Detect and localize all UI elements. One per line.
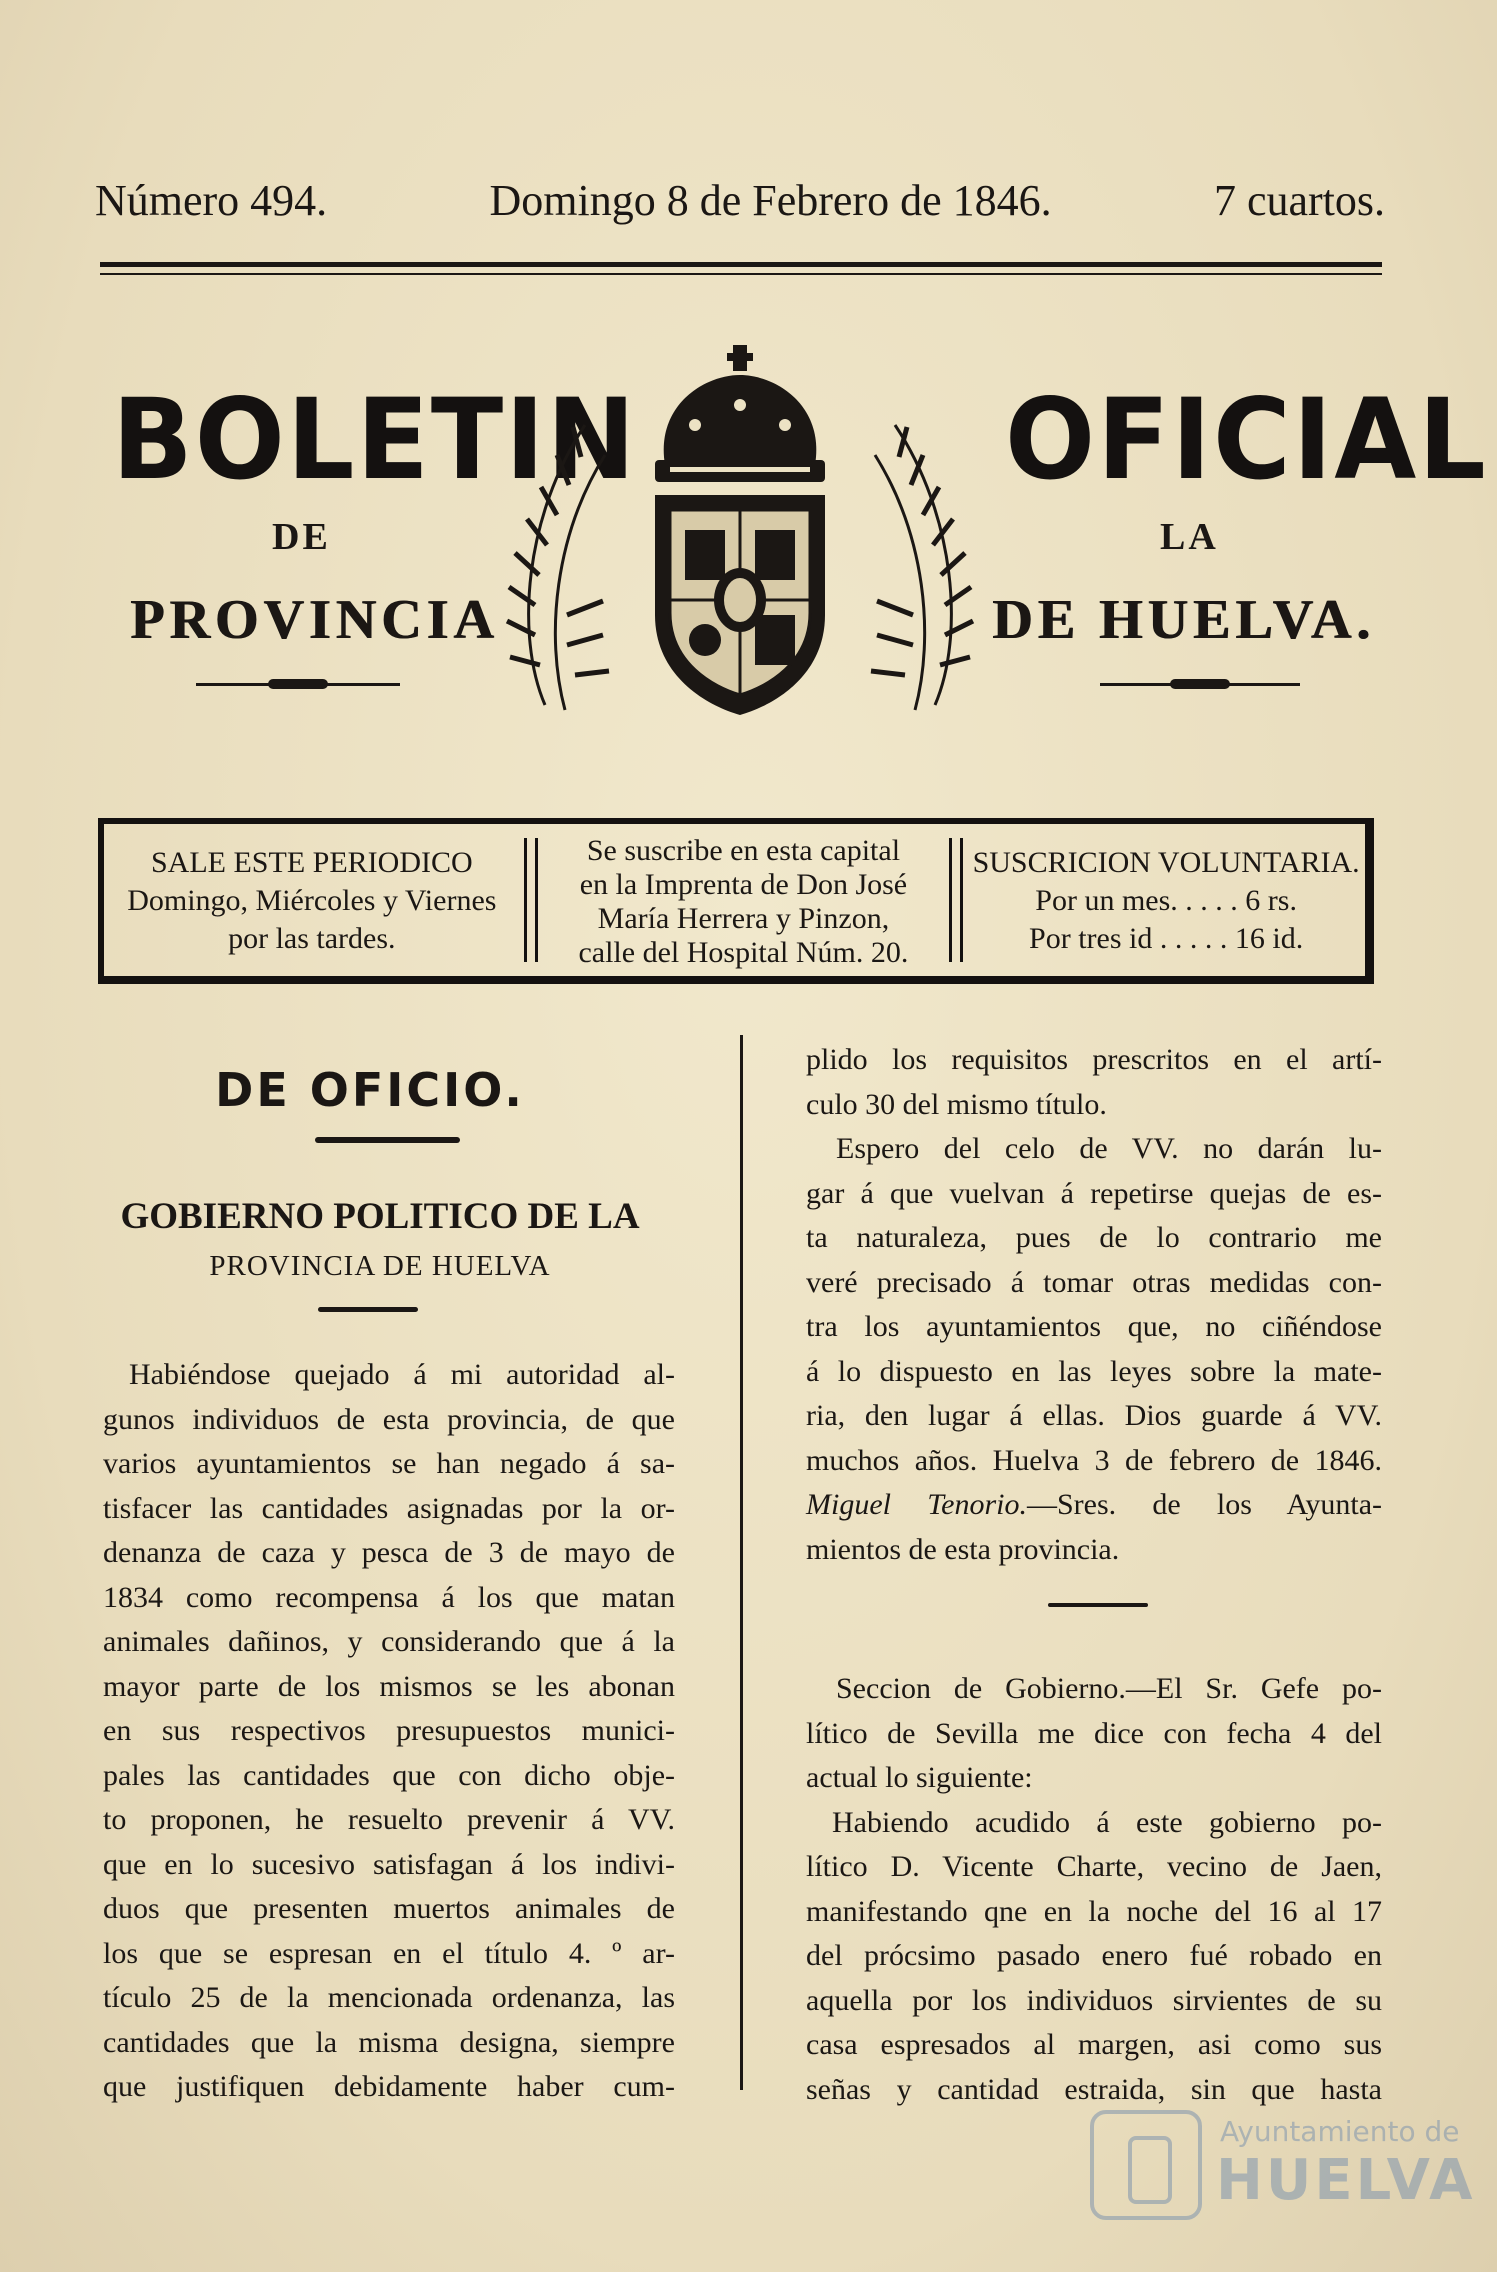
city-shield-icon bbox=[1090, 2110, 1202, 2220]
price-row-three bbox=[967, 920, 1365, 958]
article-line: los que se espresan en el título 4. º ar- bbox=[103, 1936, 675, 1970]
article-line: plido los requisitos prescritos en el artí- bbox=[806, 1043, 1382, 1076]
price-value: 16 id. bbox=[1234, 922, 1304, 955]
ornament-left bbox=[196, 683, 400, 686]
signature-line bbox=[806, 1483, 1382, 1528]
watermark-line1: Ayuntamiento de bbox=[1220, 2115, 1460, 2148]
subscribe-line: Se suscribe en esta capital bbox=[586, 834, 901, 867]
article-line: actual lo siguiente: bbox=[806, 1761, 1033, 1794]
article-line: denanza de caza y pesca de 3 de mayo de bbox=[103, 1536, 675, 1569]
watermark-line2: HUELVA bbox=[1216, 2148, 1476, 2213]
title-oficial: OFICIAL bbox=[1005, 374, 1488, 505]
article-line: lítico de Sevilla me dice con fecha 4 del bbox=[806, 1716, 1382, 1750]
subscribe-line: María Herrera y Pinzon, bbox=[597, 902, 890, 935]
article-line: tra los ayuntamientos que, no ciñéndose bbox=[806, 1310, 1382, 1343]
publication-schedule bbox=[104, 824, 520, 976]
voluntary-subscription bbox=[967, 824, 1365, 976]
box-separator bbox=[524, 838, 538, 962]
article-separator bbox=[1048, 1603, 1148, 1607]
price-row-month bbox=[967, 882, 1365, 920]
right-article-body-b bbox=[806, 1667, 1382, 2112]
article-line: manifestando qne en la noche del 16 al 17 bbox=[806, 1894, 1382, 1928]
article-line: ta naturaleza, pues de lo contrario me bbox=[806, 1221, 1382, 1254]
article-line: cantidades que la misma designa, siempre bbox=[103, 2025, 675, 2059]
article-line: 1834 como recompensa á los que matan bbox=[103, 1580, 675, 1614]
issue-number: Número 494. bbox=[95, 176, 328, 225]
subscribe-line: en la Imprenta de Don José bbox=[579, 868, 908, 901]
article-line: á lo dispuesto en las leyes sobre la mate- bbox=[806, 1354, 1382, 1388]
section-title-de-oficio: DE OFICIO. bbox=[215, 1063, 525, 1117]
section-rule bbox=[315, 1137, 460, 1143]
title-la: LA bbox=[1160, 516, 1219, 558]
signature-rest: —Sres. de los Ayunta- bbox=[1026, 1488, 1382, 1521]
subscription-info-box bbox=[98, 818, 1374, 984]
masthead-info bbox=[95, 175, 1385, 226]
article-line: gar á que vuelvan á repetirse quejas de es- bbox=[806, 1176, 1382, 1210]
price-value: 6 rs. bbox=[1245, 884, 1297, 917]
title-de: DE bbox=[272, 516, 331, 558]
article-line: Seccion de Gobierno.—El Sr. Gefe po- bbox=[836, 1672, 1382, 1705]
article-line: muchos años. Huelva 3 de febrero de 1846. bbox=[806, 1443, 1382, 1477]
article-line: gunos individuos de esta provincia, de que bbox=[103, 1402, 675, 1436]
signature-name: Miguel Tenorio. bbox=[806, 1488, 1027, 1521]
issue-date: Domingo 8 de Febrero de 1846. bbox=[489, 176, 1052, 225]
article-line: que justifiquen debidamente haber cum- bbox=[103, 2070, 675, 2103]
article-line: varios ayuntamientos se han negado á sa- bbox=[103, 1447, 675, 1480]
article-line: que en lo sucesivo satisfagan á los indivi- bbox=[103, 1847, 675, 1881]
schedule-line: por las tardes. bbox=[228, 922, 396, 955]
left-article-body bbox=[103, 1353, 675, 2110]
royal-crest-icon bbox=[505, 345, 975, 725]
article-line: mientos de esta provincia. bbox=[806, 1532, 1120, 1566]
subscription-place bbox=[542, 824, 946, 976]
article-line: Habiendo acudido á este gobierno po- bbox=[832, 1805, 1382, 1839]
article-line: culo 30 del mismo título. bbox=[806, 1087, 1107, 1121]
subscribe-line: calle del Hospital Núm. 20. bbox=[578, 936, 909, 969]
article-line: to proponen, he resuelto prevenir á VV. bbox=[103, 1803, 675, 1836]
schedule-line: SALE ESTE PERIODICO bbox=[150, 846, 473, 879]
ayuntamiento-watermark bbox=[1090, 2110, 1476, 2220]
article-line: Espero del celo de VV. no darán lu- bbox=[836, 1132, 1382, 1165]
title-provincia: PROVINCIA bbox=[130, 589, 499, 651]
article-line: duos que presenten muertos animales de bbox=[103, 1892, 675, 1925]
price-label: Por un mes. . . . . bbox=[1035, 884, 1238, 917]
article-line: Habiéndose quejado á mi autoridad al- bbox=[129, 1358, 675, 1391]
article-line: casa espresados al margen, asi como sus bbox=[806, 2028, 1382, 2061]
gov-subtitle: PROVINCIA DE HUELVA bbox=[209, 1250, 551, 1282]
article-line: ria, den lugar á ellas. Dios guarde á VV. bbox=[806, 1399, 1382, 1432]
schedule-line: Domingo, Miércoles y Viernes bbox=[127, 884, 497, 917]
ornament-right bbox=[1100, 683, 1300, 686]
article-line: tículo 25 de la mencionada ordenanza, las bbox=[103, 1981, 675, 2014]
article-line: en sus respectivos presupuestos munici- bbox=[103, 1714, 675, 1747]
article-line: aquella por los individuos sirvientes de su bbox=[806, 1983, 1382, 2017]
subscription-title: SUSCRICION VOLUNTARIA. bbox=[972, 846, 1360, 879]
article-line: veré precisado á tomar otras medidas con- bbox=[806, 1265, 1382, 1299]
article-line: mayor parte de los mismos se les abonan bbox=[103, 1669, 675, 1703]
article-line: animales dañinos, y considerando que á la bbox=[103, 1625, 675, 1658]
gov-title: GOBIERNO POLITICO DE LA bbox=[120, 1196, 640, 1237]
gov-rule bbox=[318, 1307, 418, 1312]
issue-price: 7 cuartos. bbox=[1213, 176, 1385, 225]
masthead-rule bbox=[100, 262, 1382, 275]
article-line: señas y cantidad estraida, sin que hasta bbox=[806, 2072, 1382, 2106]
title-boletin: BOLETIN bbox=[112, 374, 638, 505]
right-article-body-a bbox=[806, 1038, 1382, 1572]
article-line: lítico D. Vicente Charte, vecino de Jaen, bbox=[806, 1850, 1382, 1883]
article-line: tisfacer las cantidades asignadas por la or- bbox=[103, 1491, 675, 1525]
article-line: del prócsimo pasado enero fué robado en bbox=[806, 1939, 1382, 1972]
column-divider bbox=[740, 1035, 743, 2090]
title-de-huelva: DE HUELVA. bbox=[992, 589, 1376, 651]
article-line: pales las cantidades que con dicho obje- bbox=[103, 1758, 675, 1792]
box-separator bbox=[949, 838, 963, 962]
price-label: Por tres id . . . . . bbox=[1029, 922, 1228, 955]
